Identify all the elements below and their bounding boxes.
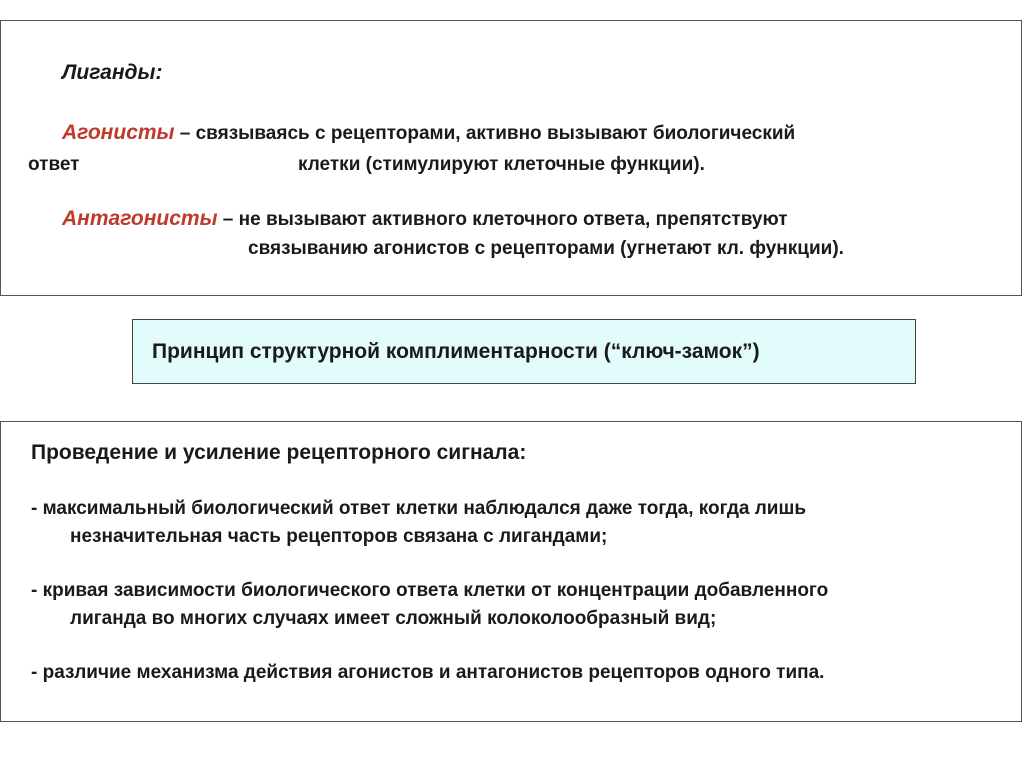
signal-item-2-line-2: лиганда во многих случаях имеет сложный колоколообразный вид; — [70, 608, 717, 629]
agonists-line-2b: клетки (стимулируют клеточные функции). — [298, 154, 705, 175]
signal-item-1-line-1: - максимальный биологический ответ клетки наблюдался даже тогда, когда лишь — [31, 498, 807, 519]
ligands-title: Лиганды: — [62, 61, 163, 84]
signal-title: Проведение и усиление рецепторного сигнала: — [31, 441, 527, 464]
principle-text: Принцип структурной комплиментарности (“ключ-замок”) — [152, 340, 760, 363]
agonists-definition: – связываясь с рецепторами, активно вызывают биологический — [174, 123, 796, 144]
signal-item-1-line-2: незначительная часть рецепторов связана с лигандами; — [70, 526, 608, 547]
signal-item-2-line-1: - кривая зависимости биологического ответа клетки от концентрации добавленного — [31, 580, 829, 601]
antagonists-definition: – не вызывают активного клеточного ответа, препятствуют — [217, 209, 788, 230]
signal-item-3-line-1: - различие механизма действия агонистов и антагонистов рецепторов одного типа. — [31, 662, 825, 683]
antagonists-term: Антагонисты — [62, 207, 218, 230]
agonists-term: Агонисты — [62, 121, 175, 144]
agonists-line-1 — [62, 121, 795, 146]
antagonists-line-2: связыванию агонистов с рецепторами (угнетают кл. функции). — [248, 238, 844, 259]
antagonists-line-1 — [62, 207, 788, 232]
agonists-line-2a: ответ — [28, 154, 80, 175]
